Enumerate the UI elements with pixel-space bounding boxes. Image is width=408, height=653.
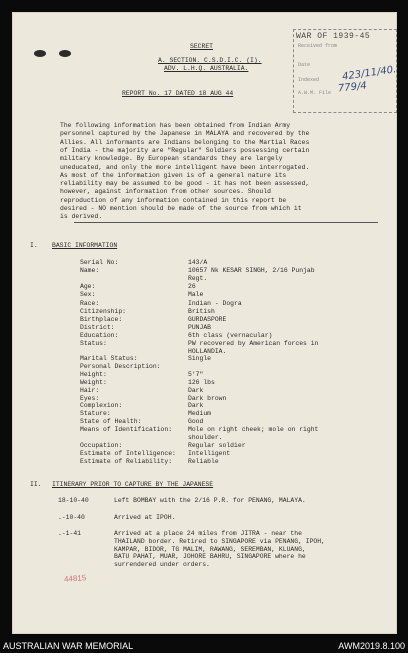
- itinerary-date: 18-10-40: [58, 497, 89, 504]
- divider: [74, 222, 378, 223]
- field-value: 6th class (vernacular): [188, 331, 273, 339]
- itinerary-line: surrendered under orders.: [114, 561, 210, 569]
- field-label: Occupation:: [80, 441, 123, 449]
- field-label: District:: [80, 323, 115, 331]
- stamp-handwriting-1: 423/11/40.: [341, 64, 397, 83]
- field-value: PW recovered by American forces in: [188, 340, 319, 347]
- field-value: Indian - Dogra: [188, 299, 242, 307]
- section2-number: II.: [30, 481, 42, 488]
- stamp-handwriting-2: 779/4: [337, 80, 368, 95]
- stamp-awm: A.W.M. File: [298, 90, 332, 96]
- field-label: Birthplace:: [80, 315, 123, 323]
- field-label: Complexion:: [80, 402, 123, 410]
- field-label: Means of Identification:: [80, 426, 173, 434]
- field-label: Serial No:: [80, 259, 119, 266]
- field-value: Dark brown: [188, 394, 227, 402]
- field-label: Age:: [80, 283, 96, 291]
- intro-line: desired - NO mention should be made of the source from which it: [60, 205, 302, 212]
- intro-line: is derived.: [60, 213, 103, 221]
- footer-bar: [0, 640, 408, 653]
- intro-line: military knowledge. By European standards they are largely: [60, 155, 283, 163]
- field-label: Sex:: [80, 291, 96, 299]
- section1-number: I.: [30, 242, 38, 249]
- field-value: 26: [188, 283, 196, 291]
- itinerary-date: .-10-40: [58, 514, 85, 521]
- field-value: Single: [188, 355, 212, 362]
- field-label: Stature:: [80, 410, 111, 418]
- field-value: Dark: [188, 386, 204, 394]
- field-value: Reliable: [188, 457, 219, 465]
- field-label: Name:: [80, 267, 100, 275]
- field-label: State of Health:: [80, 418, 142, 426]
- field-value: Intelligent: [188, 449, 231, 457]
- field-label: Estimate of Intelligence:: [80, 449, 176, 457]
- field-value: Regt.: [188, 275, 208, 283]
- section-heading: A. SECTION. C.S.D.I.C. (I).: [158, 57, 262, 64]
- field-value: Good: [188, 418, 204, 426]
- intro-line: reliability may be assumed to be good - it has not been assessed,: [60, 180, 310, 188]
- red-serial-mark: 44815: [63, 573, 87, 584]
- field-label: Marital Status:: [80, 355, 138, 362]
- intro-line: The following information has been obtained from Indian Army: [60, 122, 291, 129]
- itinerary-line: KAMPAR, BIDOR, TG MALIM, RAWANG, SEREMBAN, KLUANG,: [114, 545, 306, 553]
- itinerary-line: Arrived at a place 24 miles from JITRA - near the: [114, 530, 302, 537]
- itinerary-date: .-1-41: [58, 530, 82, 537]
- field-label: Citizenship:: [80, 307, 127, 315]
- intro-line: reproduction of any information contained in this report be: [60, 196, 287, 204]
- field-label: Race:: [80, 299, 100, 307]
- stamp-header: WAR OF 1939-45: [296, 32, 371, 41]
- punch-hole: [59, 50, 71, 57]
- intro-line: uneducated, and only the more intelligent have been interrogated.: [60, 163, 310, 171]
- stamp-date: Date: [298, 62, 311, 68]
- unit-heading: ADV. L.H.Q. AUSTRALIA.: [164, 65, 249, 72]
- field-label: Education:: [80, 331, 119, 339]
- stamp-indexed: Indexed: [298, 77, 320, 83]
- intro-line: Allies. All informants are Indians belonging to the Martial Races: [60, 138, 310, 146]
- stamp-received: Received from: [298, 43, 338, 49]
- field-label: Hair:: [80, 386, 100, 394]
- field-value: PUNJAB: [188, 323, 212, 331]
- field-value: Mole on right cheek; mole on right: [188, 426, 319, 434]
- field-label: Height:: [80, 370, 107, 378]
- itinerary-line: BATU PAHAT, MUAR, JOHORE BAHRU, SINGAPORE where he: [114, 553, 306, 561]
- field-value: 10657 Nk KESAR SINGH, 2/16 Punjab: [188, 267, 315, 275]
- secret-heading: SECRET: [190, 43, 214, 50]
- section2-title: ITINERARY PRIOR TO CAPTURE BY THE JAPANESE: [52, 481, 214, 488]
- field-value: Medium: [188, 410, 212, 418]
- intro-line: personnel captured by the Japanese in MALAYA and recovered by the: [60, 130, 310, 138]
- field-value: 126 lbs: [188, 378, 215, 386]
- field-label: Status:: [80, 340, 107, 347]
- intro-line: of India - the majority are "Regular" Soldiers possessing certain: [60, 146, 310, 154]
- field-label: Personal Description:: [80, 362, 161, 370]
- report-heading: REPORT No. 17 DATED 18 AUG 44: [122, 90, 234, 97]
- itinerary-line: THAILAND border. Retired to SINGAPORE via PENANG, IPOH,: [114, 537, 325, 545]
- intro-line: however, against information from other sources. Should: [60, 188, 271, 196]
- field-value: GURDASPORE: [188, 315, 227, 323]
- itinerary-line: Arrived at IPOH.: [114, 514, 176, 521]
- field-label: Estimate of Reliability:: [80, 457, 173, 465]
- field-value: Dark: [188, 402, 204, 410]
- field-value: HOLLANDIA.: [188, 348, 227, 356]
- document-page: [12, 12, 397, 634]
- field-label: Eyes:: [80, 394, 100, 402]
- field-value: 143/A: [188, 259, 208, 266]
- footer-id: AWM2019.8.100: [338, 641, 405, 651]
- field-value: shoulder.: [188, 434, 223, 441]
- intro-line: As most of the information given is of a general nature its: [60, 171, 287, 179]
- section1-title: BASIC INFORMATION: [52, 242, 118, 249]
- field-value: British: [188, 307, 215, 315]
- punch-hole: [34, 50, 46, 57]
- field-value: Regular soldier: [188, 441, 246, 449]
- field-value: Male: [188, 291, 204, 299]
- footer-credit: AUSTRALIAN WAR MEMORIAL: [3, 641, 134, 651]
- field-label: Weight:: [80, 378, 107, 386]
- itinerary-line: Left BOMBAY with the 2/16 P.R. for PENANG, MALAYA.: [114, 497, 306, 504]
- archive-stamp: [293, 29, 397, 113]
- field-value: 5'7": [188, 370, 204, 378]
